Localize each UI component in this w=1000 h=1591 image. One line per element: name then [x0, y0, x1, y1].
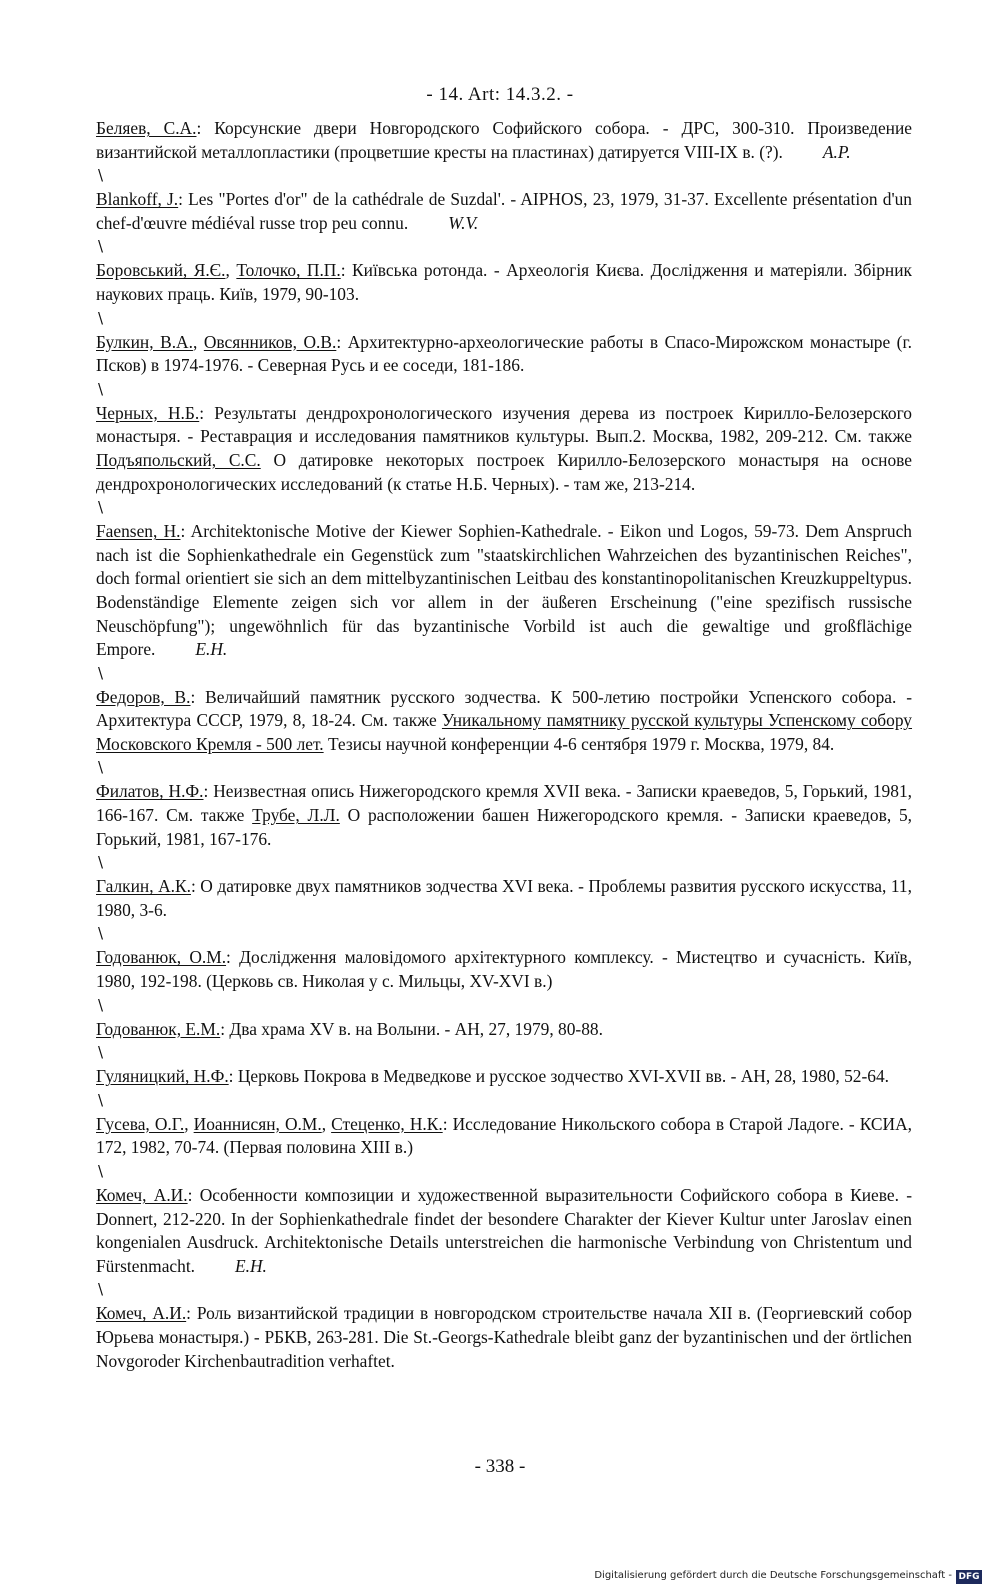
bibliography-list — [96, 117, 912, 1373]
reviewer-initials: E.H. — [195, 639, 228, 660]
entry-separator: \ — [98, 237, 104, 256]
see-also-reference: Трубе, Л.Л. — [252, 805, 340, 826]
entry-separator: \ — [98, 1162, 104, 1180]
bibliography-entry: Черных, Н.Б.: Результаты дендрохронологического изучения дерева из построек Кирилло-Белозерского монастыря. - Реставрация и исследования памятников культуры. Вып.2. Москва, 1982, 209-212. См. также Подъяпольский, С.С. О датировке некоторых построек Кирилло-Белозерского монастыря на основе дендрохронологических исследований (к статье Н.Б. Черных). - там же, 213-214. — [96, 402, 912, 494]
entry-separator: \ — [98, 853, 104, 872]
bibliography-entry: Faensen, H.: Architektonische Motive der Kiewer Sophien-Kathedrale. - Eikon und Logos, 59-73. Dem Anspruch nach ist die Sophienkathedrale ein Gegenstück zum "staatskirchlichen Wahrzeichen des byzantinischen Reiches", doch formal orientiert sie sich an dem mittelbyzantinischen Leitbau des konstantinopolitanischen Kreuzkuppeltypus. Bodenständige Elemente zeigen sich vor allem in der äußeren Erscheinung ("eine spezifisch russische Neuschöpfung"); ungewöhnlich für das byzantinische Vorbild ist auch die gewaltige und großflächige Empore. E.H. — [96, 521, 912, 660]
entry-text: Les "Portes d'or" de la cathédrale de Suzdal'. - AIPHOS, 23, 1979, 31-37. Excellente présentation d'un chef-d'œuvre médiéval russe trop peu connu. — [96, 189, 912, 233]
bibliography-entry: Гуляницкий, Н.Ф.: Церковь Покрова в Медведкове и русское зодчество XVI-XVII вв. - АН, 28, 1980, 52-64. — [96, 1066, 889, 1087]
entry-separator: \ — [98, 1090, 104, 1109]
entry-text: Київська ротонда. - Археологія Києва. Дослідження и матеріяли. Збірник наукових праць. Київ, 1979, 90-103. — [96, 260, 912, 304]
entry-separator: \ — [98, 1043, 104, 1062]
entry-text: Дослідження маловідомого архітектурного комплексу. - Мистецтво и сучасність. Київ, 1980, 192-198. (Церковь св. Николая у с. Мильцы, XV-XVI в.) — [96, 947, 912, 992]
entry-author: Боровський, Я.Є. — [96, 260, 226, 281]
bibliography-entry: Годованюк, Е.М.: Два храма XV в. на Волыни. - АН, 27, 1979, 80-88. — [96, 1018, 603, 1039]
reviewer-initials: E.H. — [235, 1255, 267, 1276]
entry-author: Blankoff, J. — [96, 189, 179, 210]
entry-separator: \ — [98, 1280, 104, 1299]
entry-text: Исследование Никольского собора в Старой Ладоге. - КСИА, 172, 1982, 70-74. (Первая половина XIII в.) — [96, 1113, 912, 1158]
entry-separator: \ — [98, 758, 104, 777]
entry-separator: \ — [98, 924, 104, 943]
bibliography-entry: Булкин, В.А., Овсянников, О.В.: Архитектурно-археологические работы в Спасо-Мирожском монастыре (г. Псков) в 1974-1976. - Северная Русь и ее соседи, 181-186. — [96, 331, 912, 376]
bibliography-entry: Годованюк, О.М.: Дослідження маловідомого архітектурного комплексу. - Мистецтво и сучасність. Київ, 1980, 192-198. (Церковь св. Николая у с. Мильцы, XV-XVI в.) — [96, 947, 912, 992]
entry-text-continued: Тезисы научной конференции 4-6 сентября 1979 г. Москва, 1979, 84. — [323, 733, 835, 754]
entry-author: Годованюк, Е.М. — [96, 1018, 221, 1039]
bibliography-entry: Гусева, О.Г., Иоаннисян, О.М., Стеценко, Н.К.: Исследование Никольского собора в Старой Ладоге. - КСИА, 172, 1982, 70-74. (Первая половина XIII в.) — [96, 1113, 912, 1158]
entry-text: Architektonische Motive der Kiewer Sophien-Kathedrale. - Eikon und Logos, 59-73. Dem Anspruch nach ist die Sophienkathedrale ein Gegenstück zum "staatskirchlichen Wahrzeichen des byzantinischen Reiches", doch formal orientiert sie sich an dem mittelbyzantinischen Leitbau des konstantinopolitanischen Kreuzkuppeltypus. Bodenständige Elemente zeigen sich vor allem in der äußeren Erscheinung ("eine spezifisch russische Neuschöpfung"); ungewöhnlich für das byzantinische Vorbild ist auch die gewaltige und großflächige Empore. — [96, 521, 912, 660]
entry-separator: \ — [98, 498, 104, 517]
entry-author: Черных, Н.Б. — [96, 402, 200, 423]
entry-author: Иоаннисян, О.М. — [193, 1113, 322, 1134]
entry-separator: \ — [98, 995, 104, 1014]
entry-author: Галкин, А.К. — [96, 876, 191, 897]
entry-author: Гуляницкий, Н.Ф. — [96, 1066, 229, 1087]
entry-text: Величайший памятник русского зодчества. К 500-летию постройки Успенского собора. - Архитектура СССР, 1979, 8, 18-24. См. также — [96, 686, 912, 731]
bibliography-entry: Федоров, В.: Величайший памятник русского зодчества. К 500-летию постройки Успенского собора. - Архитектура СССР, 1979, 8, 18-24. См. также Уникальному памятнику русской культуры Успенскому собору Московского Кремля - 500 лет. Тезисы научной конференции 4-6 сентября 1979 г. Москва, 1979, 84. — [96, 686, 913, 754]
digitization-credit: Digitalisierung gefördert durch die Deutsche Forschungsgemeinschaft - — [594, 1570, 952, 1581]
entry-text: Корсунские двери Новгородского Софийского собора. - ДРС, 300-310. Произведение византийской металлопластики (процветшие кресты на пластинах) датируется VIII-IX в. (?). — [96, 118, 912, 162]
entry-separator: \ — [98, 308, 104, 327]
entry-author: Овсянников, О.В. — [203, 331, 337, 352]
entry-text: Неизвестная опись Нижегородского кремля XVII века. - Записки краеведов, 5, Горький, 1981, 166-167. См. также — [96, 781, 912, 826]
bibliography-entry: Боровський, Я.Є., Толочко, П.П.: Київська ротонда. - Археологія Києва. Дослідження и матеріяли. Збірник наукових праць. Київ, 1979, 90-103. — [96, 260, 912, 304]
bibliography-entry: Филатов, Н.Ф.: Неизвестная опись Нижегородского кремля XVII века. - Записки краеведов, 5, Горький, 1981, 166-167. См. также Трубе, Л.Л. О расположении башен Нижегородского кремля. - Записки краеведов, 5, Горький, 1981, 167-176. — [96, 781, 913, 849]
entry-author: Гусева, О.Г. — [96, 1113, 185, 1134]
entry-author: Годованюк, О.М. — [96, 947, 227, 968]
bibliography-entry: Blankoff, J.: Les "Portes d'or" de la cathédrale de Suzdal'. - AIPHOS, 23, 1979, 31-37. Excellente présentation d'un chef-d'œuvre médiéval russe trop peu connu. W.V. — [96, 189, 912, 233]
entry-author: Булкин, В.А. — [96, 331, 193, 352]
bibliography-entry: Комеч, А.И.: Особенности композиции и художественной выразительности Софийского собора в Киеве. - Donnert, 212-220. In der Sophienkathedrale findet der besondere Charakter der Kiever Kultur unter Jaroslav einen kongenialen Ausdruck. Architektonische Details unterstreichen die harmonische Verbindung von Christentum und Fürstenmacht. E.H. — [96, 1185, 912, 1276]
entry-separator: \ — [98, 663, 104, 682]
bibliography-entry: Галкин, А.К.: О датировке двух памятников зодчества XVI века. - Проблемы развития русского искусства, 11, 1980, 3-6. — [96, 876, 912, 920]
reviewer-initials: W.V. — [448, 212, 479, 233]
entry-author: Беляев, С.А. — [96, 118, 197, 138]
entry-author: Толочко, П.П. — [236, 260, 341, 281]
entry-text: Церковь Покрова в Медведкове и русское зодчество XVI-XVII вв. - АН, 28, 1980, 52-64. — [233, 1066, 889, 1087]
page-header: - 14. Art: 14.3.2. - — [426, 84, 574, 105]
entry-text: Архитектурно-археологические работы в Спасо-Мирожском монастыре (г. Псков) в 1974-1976. - Северная Русь и ее соседи, 181-186. — [96, 331, 912, 376]
bibliography-entry: Комеч, А.И.: Роль византийской традиции в новгородском строительстве начала XII в. (Георгиевский собор Юрьева монастыря.) - РБКВ, 263-281. Die St.-Georgs-Kathedrale bleibt ganz der byzantinischen und der örtlichen Novgoroder Kirchenbautradition verhaftet. — [96, 1303, 912, 1371]
entry-author: Стеценко, Н.К. — [331, 1113, 443, 1134]
entry-text-continued: О расположении башен Нижегородского кремля. - Записки краеведов, 5, Горький, 1981, 167-176. — [96, 805, 913, 849]
page-number: - 338 - — [474, 1456, 526, 1477]
entry-separator: \ — [98, 379, 104, 398]
entry-text: Два храма XV в. на Волыни. - АН, 27, 1979, 80-88. — [225, 1018, 603, 1039]
entry-text: Роль византийской традиции в новгородском строительстве начала XII в. (Георгиевский собор Юрьева монастыря.) - РБКВ, 263-281. Die St.-Georgs-Kathedrale bleibt ganz der byzantinischen und der örtlichen Novgoroder Kirchenbautradition verhaftet. — [96, 1303, 912, 1371]
entry-text: Особенности композиции и художественной выразительности Софийского собора в Киеве. - Donnert, 212-220. In der Sophienkathedrale findet der besondere Charakter der Kiever Kultur unter Jaroslav einen kongenialen Ausdruck. Architektonische Details unterstreichen die harmonische Verbindung von Christentum und Fürstenmacht. — [96, 1185, 912, 1276]
entry-text-continued: О датировке некоторых построек Кирилло-Белозерского монастыря на основе дендрохронологических исследований (к статье Н.Б. Черных). - там же, 213-214. — [96, 449, 912, 494]
reviewer-initials: A.P. — [822, 141, 851, 162]
entry-author: Комеч, А.И. — [96, 1303, 187, 1324]
see-also-reference: Подъяпольский, С.С. — [96, 449, 261, 470]
entry-author: Филатов, Н.Ф. — [96, 781, 204, 802]
entry-text: Результаты дендрохронологического изучения дерева из построек Кирилло-Белозерского монастыря. - Реставрация и исследования памятников культуры. Вып.2. Москва, 1982, 209-212. См. также — [96, 402, 912, 447]
entry-separator: \ — [98, 166, 104, 185]
see-also-reference: Уникальному памятнику русской культуры Успенскому собору Московского Кремля - 500 лет. — [96, 710, 913, 754]
entry-text: О датировке двух памятников зодчества XVI века. - Проблемы развития русского искусства, 11, 1980, 3-6. — [96, 876, 912, 920]
entry-author: Комеч, А.И. — [96, 1185, 188, 1205]
entry-author: Faensen, H. — [96, 521, 181, 542]
entry-author: Федоров, В. — [96, 686, 191, 707]
bibliography-entry: Беляев, С.А.: Корсунские двери Новгородского Софийского собора. - ДРС, 300-310. Произведение византийской металлопластики (процветшие кресты на пластинах) датируется VIII-IX в. (?). A.P. — [96, 118, 912, 162]
dfg-logo: DFG — [956, 1570, 982, 1584]
